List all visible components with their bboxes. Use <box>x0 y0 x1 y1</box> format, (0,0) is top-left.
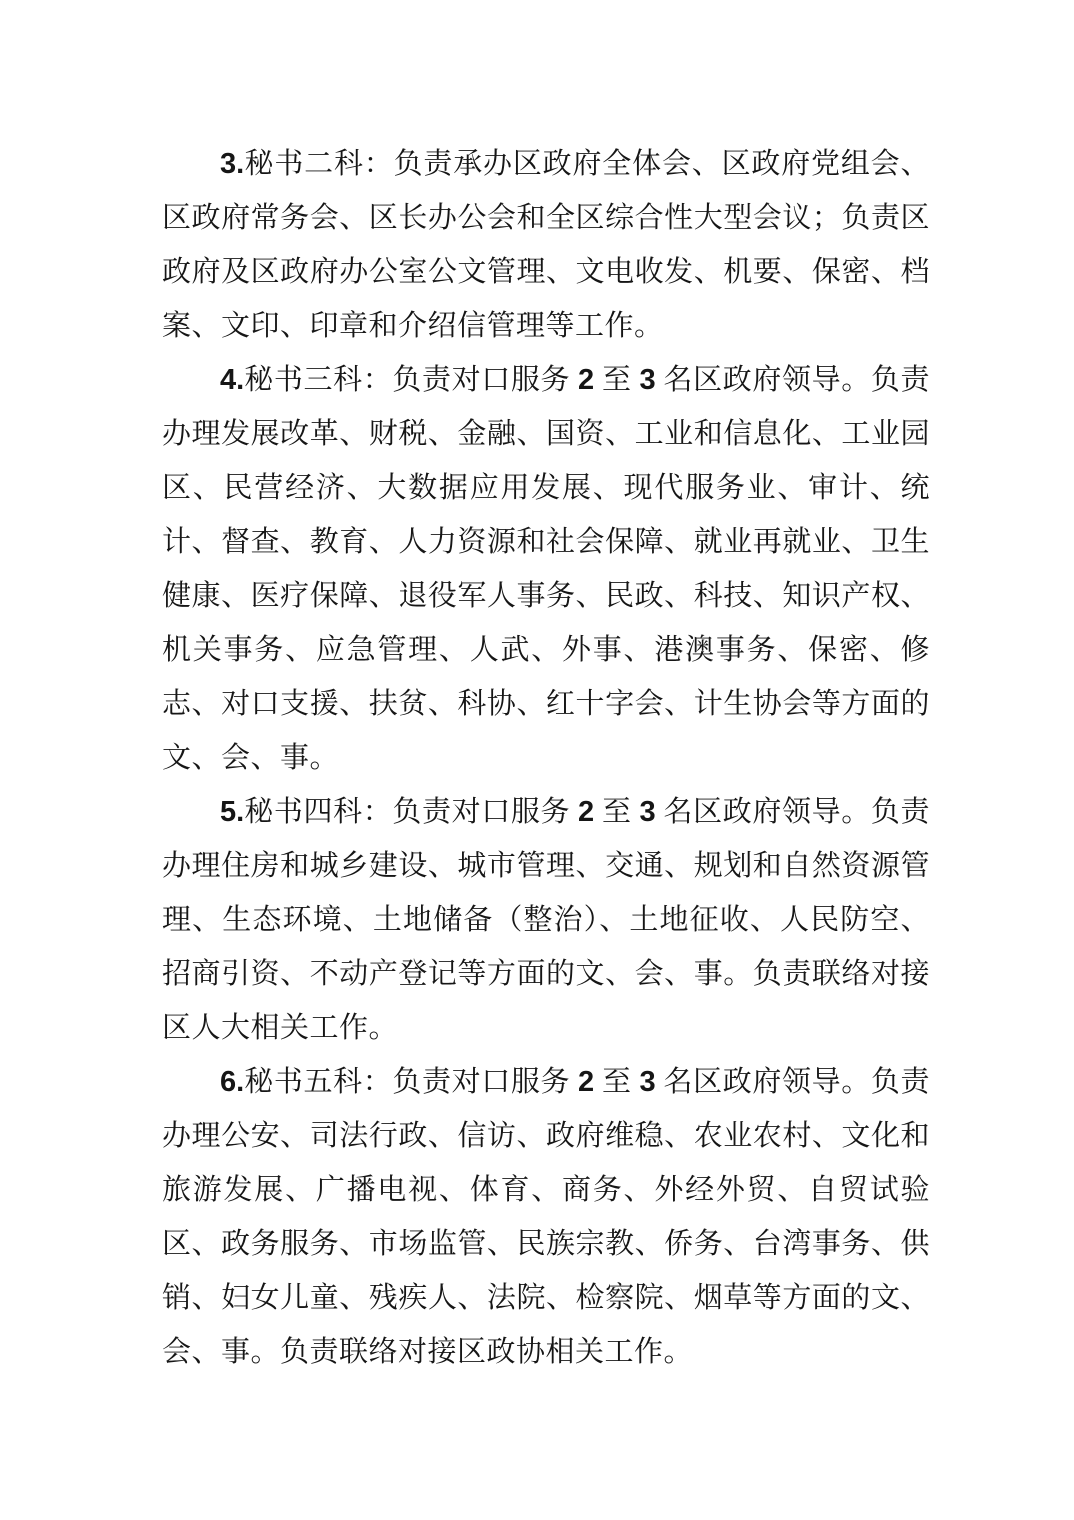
paragraph-secretary-section-5: 6.秘书五科：负责对口服务 2 至 3 名区政府领导。负责办理公安、司法行政、信访、政府维稳、农业农村、文化和旅游发展、广播电视、体育、商务、外经外贸、自贸试验区、政务服务、市场监管、民族宗教、侨务、台湾事务、供销、妇女儿童、残疾人、法院、检察院、烟草等方面的文、会、事。负责联络对接区政协相关工作。 <box>162 1066 930 1368</box>
paragraph-secretary-section-2: 3.秘书二科：负责承办区政府全体会、区政府党组会、区政府常务会、区长办公会和全区综合性大型会议；负责区政府及区政府办公室公文管理、文电收发、机要、保密、档案、文印、印章和介绍信管理等工作。 <box>162 148 930 342</box>
paragraph-secretary-section-4: 5.秘书四科：负责对口服务 2 至 3 名区政府领导。负责办理住房和城乡建设、城市管理、交通、规划和自然资源管理、生态环境、土地储备（整治）、土地征收、人民防空、招商引资、不动产登记等方面的文、会、事。负责联络对接区人大相关工作。 <box>162 796 930 1044</box>
paragraph-secretary-section-3: 4.秘书三科：负责对口服务 2 至 3 名区政府领导。负责办理发展改革、财税、金融、国资、工业和信息化、工业园区、民营经济、大数据应用发展、现代服务业、审计、统计、督查、教育、人力资源和社会保障、就业再就业、卫生健康、医疗保障、退役军人事务、民政、科技、知识产权、机关事务、应急管理、人武、外事、港澳事务、保密、修志、对口支援、扶贫、科协、红十字会、计生协会等方面的文、会、事。 <box>162 364 930 774</box>
